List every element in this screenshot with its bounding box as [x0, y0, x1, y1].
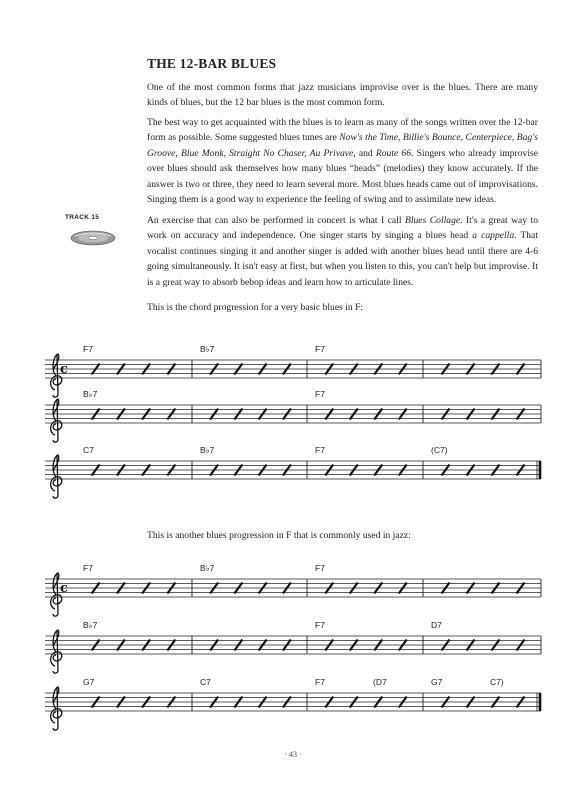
chord-symbol: B♭7 — [83, 620, 98, 630]
chord-symbol: F7 — [83, 344, 93, 354]
chord-symbol: F7 — [315, 620, 325, 630]
caption-progression-1: This is the chord progression for a very basic blues in F: — [147, 302, 364, 313]
chord-symbol: F7 — [315, 677, 325, 687]
treble-clef-icon — [51, 687, 62, 730]
chord-symbol: (C7) — [431, 445, 448, 455]
text-run: . It's a great way to work on accuracy and independence. One singer starts by singing a blues head — [147, 215, 539, 242]
chord-symbol: B♭7 — [200, 563, 215, 573]
text-run-italic: Blues Collage — [404, 215, 461, 226]
treble-clef-icon — [51, 630, 62, 673]
text-run-italic: Route 66 — [375, 147, 412, 159]
page-number: · 43 · — [284, 750, 302, 759]
treble-clef-icon — [51, 399, 62, 442]
text-run: The best way to get acquainted with the blues is to learn as many of the songs written over the 12-bar form as possible. Some suggested blues tunes are — [147, 117, 538, 144]
chord-symbol: B♭7 — [83, 389, 98, 399]
text-run: . Singers who already improvise over blues should ask themselves how many blues “heads” (melodies) they know accurately. If the answer is two or three, they need to learn several more. Most blues heads came out of improvisations. Singing them is a good way to experience the feeling of swing and to assimilate new ideas. — [147, 147, 538, 206]
chord-symbol: B♭7 — [200, 344, 215, 354]
track-label: TRACK 15 — [65, 214, 100, 221]
caption-progression-2: This is another blues progression in F that is commonly used in jazz: — [147, 530, 411, 541]
treble-clef-icon — [51, 455, 62, 498]
chord-symbol: F7 — [83, 563, 93, 573]
text-run-italic: Now's the Time, Billie's Bounce, Centerpiece, Bag's Groove, Blue Monk, Straight No Chaser, Au Privave, — [147, 132, 539, 159]
text-run: . That vocalist continues singing it and another singer is added with another blues head until there are 4-6 going simultaneously. It isn't easy at first, but when you listen to this, you can't help but improvise. It is a great way to absorb bebop ideas and learn how to articulate lines. — [147, 230, 538, 288]
chord-symbol: C7) — [490, 677, 504, 687]
common-time-icon: c — [60, 581, 68, 596]
chord-symbol: F7 — [315, 389, 325, 399]
chord-symbol: C7 — [200, 677, 211, 687]
chord-symbol: G7 — [83, 677, 95, 687]
text-run-italic: a cappella — [472, 230, 515, 242]
chord-symbol: F7 — [315, 563, 325, 573]
chord-symbol: G7 — [431, 677, 443, 687]
chord-symbol: B♭7 — [200, 445, 215, 455]
chord-symbol: F7 — [315, 445, 325, 455]
chord-symbol: C7 — [83, 445, 94, 455]
section-title: THE 12-BAR BLUES — [147, 56, 277, 71]
paragraph-intro: One of the most common forms that jazz musicians improvise over is the blues. There are many kinds of blues, but the 12 bar blues is the most common form. — [147, 82, 538, 109]
text-run: An exercise that can also be performed in concert is what I call — [147, 215, 405, 226]
chord-symbol: F7 — [315, 344, 325, 354]
common-time-icon: c — [60, 362, 68, 377]
chord-symbol: (D7 — [373, 677, 387, 687]
text-run: and — [355, 147, 376, 159]
chord-symbol: D7 — [431, 620, 442, 630]
